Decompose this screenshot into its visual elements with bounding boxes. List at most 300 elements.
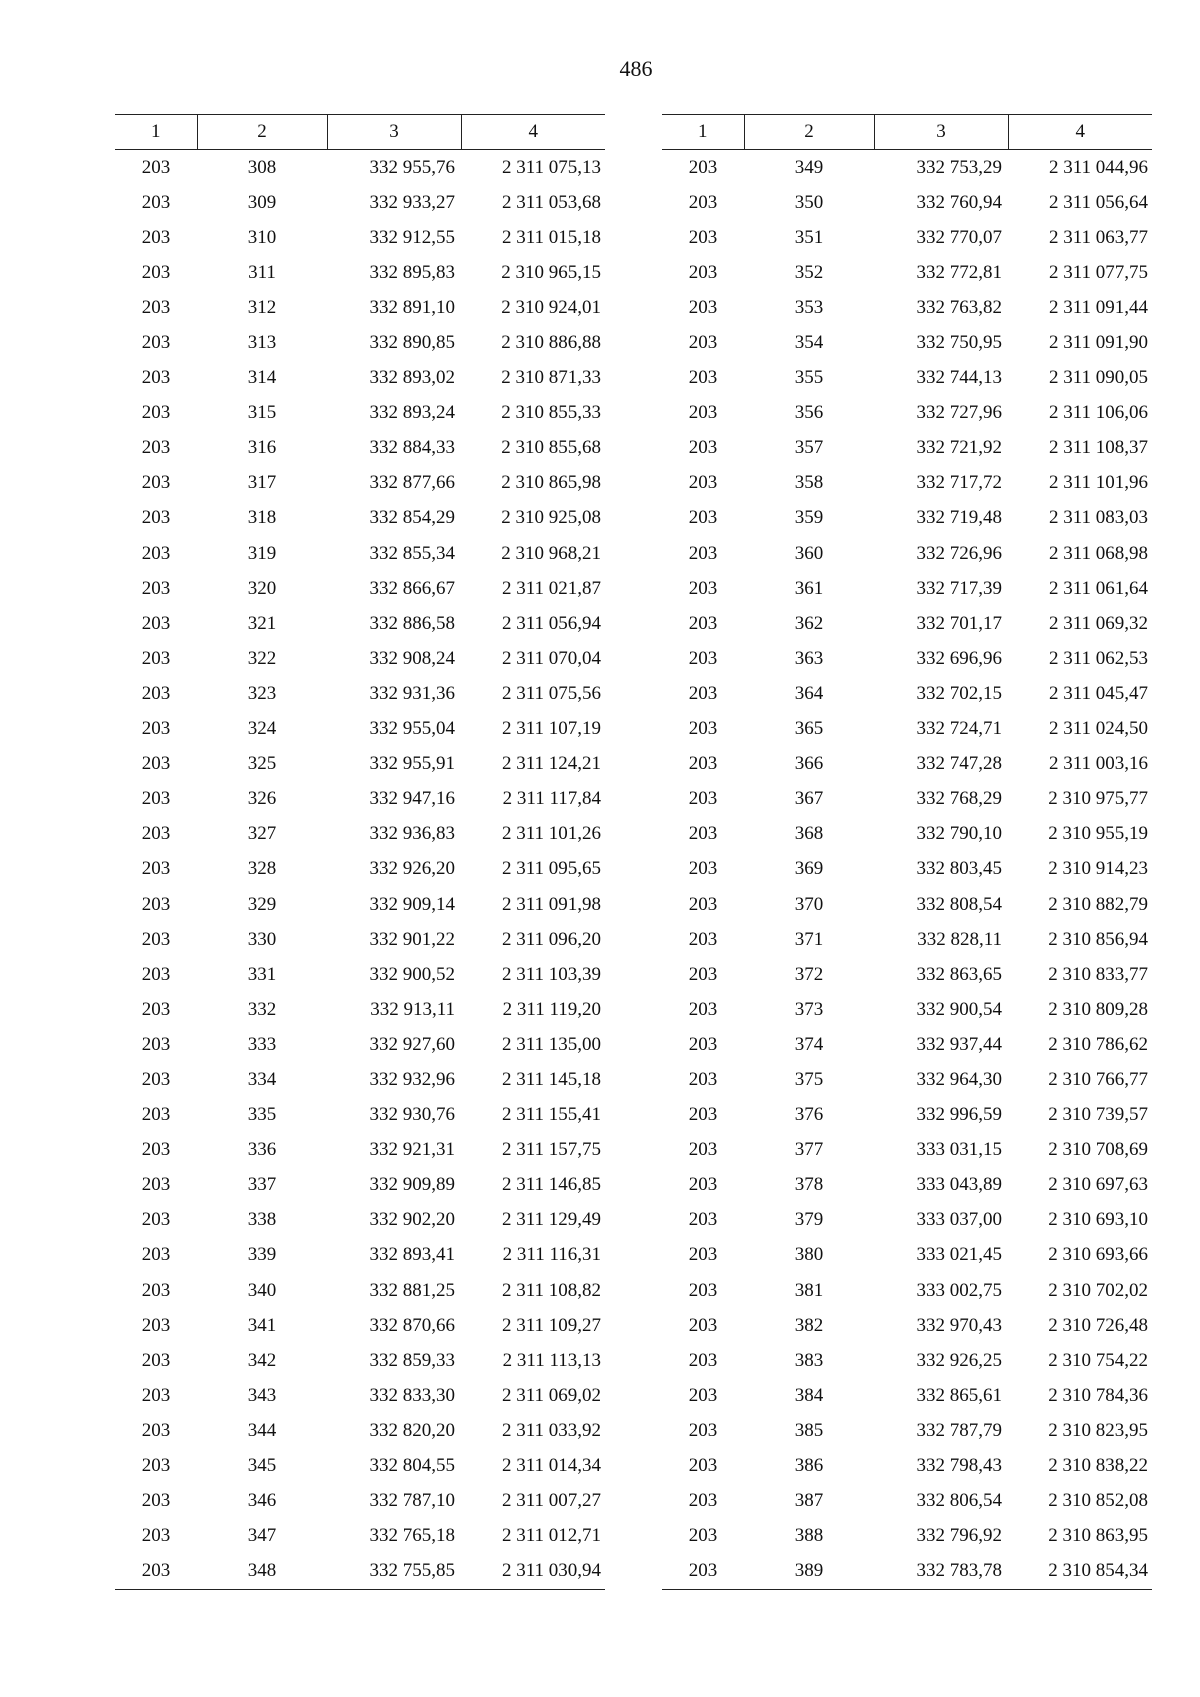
table-cell-col1: 203 (688, 1174, 718, 1196)
table-cell-col4: 2 310 882,79 (1048, 893, 1148, 915)
table-cell-col2: 351 (794, 226, 824, 248)
table-cell-col1: 203 (141, 332, 171, 354)
table-cell-col4: 2 311 056,64 (1048, 191, 1148, 213)
table-row (662, 1168, 1152, 1203)
table-cell-col2: 323 (247, 682, 277, 704)
table-cell-col4: 2 310 925,08 (501, 507, 601, 529)
table-cell-col4: 2 311 021,87 (501, 577, 601, 599)
table-cell-col2: 377 (794, 1139, 824, 1161)
table-row (662, 676, 1152, 711)
table-row (662, 1308, 1152, 1343)
table-row (115, 255, 605, 290)
table-cell-col3: 332 724,71 (916, 718, 1002, 740)
table-cell-col1: 203 (141, 402, 171, 424)
table-cell-col3: 332 750,95 (916, 332, 1002, 354)
table-cell-col3: 332 726,96 (916, 542, 1002, 564)
table-cell-col3: 333 031,15 (916, 1139, 1002, 1161)
table-row (662, 782, 1152, 817)
table-row (662, 325, 1152, 360)
table-cell-col1: 203 (688, 577, 718, 599)
table-cell-col4: 2 311 116,31 (502, 1244, 601, 1266)
table-cell-col2: 329 (247, 893, 277, 915)
table-cell-col2: 374 (794, 1033, 824, 1055)
table-cell-col1: 203 (141, 718, 171, 740)
table-cell-col3: 332 796,92 (916, 1525, 1002, 1547)
table-cell-col4: 2 310 965,15 (501, 261, 601, 283)
table-cell-col4: 2 310 886,88 (501, 332, 601, 354)
table-cell-col2: 327 (247, 823, 277, 845)
table-cell-col1: 203 (688, 507, 718, 529)
table-cell-col4: 2 311 070,04 (501, 647, 601, 669)
table-cell-col2: 361 (794, 577, 824, 599)
table-cell-col4: 2 310 833,77 (1048, 963, 1148, 985)
table-cell-col4: 2 310 786,62 (1048, 1033, 1148, 1055)
table-cell-col1: 203 (141, 1419, 171, 1441)
table-cell-col4: 2 310 914,23 (1048, 858, 1148, 880)
table-row (115, 501, 605, 536)
table-cell-col1: 203 (141, 1033, 171, 1055)
table-cell-col4: 2 311 063,77 (1048, 226, 1148, 248)
table-row (662, 1027, 1152, 1062)
table-body (115, 150, 605, 1590)
table-cell-col4: 2 311 117,84 (502, 788, 601, 810)
table-cell-col1: 203 (688, 402, 718, 424)
table-cell-col3: 332 926,25 (916, 1349, 1002, 1371)
table-cell-col4: 2 311 090,05 (1048, 367, 1148, 389)
table-cell-col3: 332 772,81 (916, 261, 1002, 283)
table-cell-col3: 332 932,96 (369, 1068, 455, 1090)
table-cell-col1: 203 (141, 612, 171, 634)
table-cell-col1: 203 (115, 1554, 197, 1590)
table-cell-col1: 203 (688, 472, 718, 494)
table-cell-col1: 203 (141, 823, 171, 845)
table-row (115, 1519, 605, 1554)
table-cell-col4: 2 311 014,34 (501, 1455, 601, 1477)
table-cell-col2: 333 (247, 1033, 277, 1055)
table-cell-col1: 203 (141, 367, 171, 389)
table-cell-col2: 382 (794, 1314, 824, 1336)
table-cell-col4: 2 310 739,57 (1048, 1104, 1148, 1126)
table-cell-col1: 203 (141, 1349, 171, 1371)
table-cell-col4: 2 311 053,68 (501, 191, 601, 213)
table-row (662, 361, 1152, 396)
table-cell-col2: 388 (794, 1525, 824, 1547)
table-cell-col1: 203 (688, 1033, 718, 1055)
table-cell-col2: 350 (794, 191, 824, 213)
table-cell-col1: 203 (688, 682, 718, 704)
table-cell-col4: 2 310 955,19 (1048, 823, 1148, 845)
table-cell-col2: 352 (794, 261, 824, 283)
table-cell-col4: 2 311 044,96 (1048, 156, 1148, 178)
table-cell-col4: 2 310 855,68 (501, 437, 601, 459)
table-cell-col3: 332 770,07 (916, 226, 1002, 248)
table-cell-col4: 2 311 069,32 (1048, 612, 1148, 634)
table-row (662, 220, 1152, 255)
table-cell-col4: 2 311 068,98 (1048, 542, 1148, 564)
table-row (662, 501, 1152, 536)
table-cell-col2: 321 (247, 612, 277, 634)
table-row (662, 431, 1152, 466)
table-cell-col1: 203 (141, 928, 171, 950)
table-cell-col2: 340 (247, 1279, 277, 1301)
table-cell-col4: 2 310 838,22 (1048, 1455, 1148, 1477)
table-row (115, 641, 605, 676)
table-cell-col4: 2 311 061,64 (1048, 577, 1148, 599)
table-row (115, 922, 605, 957)
table-cell-col4: 2 311 157,75 (501, 1139, 601, 1161)
table-cell-col3: 332 955,91 (369, 753, 455, 775)
table-row (115, 712, 605, 747)
table-cell-col4: 2 310 693,66 (1048, 1244, 1148, 1266)
table-cell-col4: 2 310 856,94 (1048, 928, 1148, 950)
table-cell-col4: 2 311 091,90 (1048, 332, 1148, 354)
table-cell-col3: 332 996,59 (916, 1104, 1002, 1126)
table-row (662, 641, 1152, 676)
table-row (662, 922, 1152, 957)
table-row (662, 255, 1152, 290)
table-cell-col3: 332 893,41 (369, 1244, 455, 1266)
table-cell-col3: 332 877,66 (369, 472, 455, 494)
table-cell-col4: 2 311 012,71 (501, 1525, 601, 1547)
table-cell-col4: 2 311 106,06 (1048, 402, 1148, 424)
table-cell-col2: 346 (247, 1490, 277, 1512)
table-cell-col2: 328 (247, 858, 277, 880)
column-header-1: 1 (662, 115, 744, 150)
table-cell-col2: 354 (794, 332, 824, 354)
table-cell-col2: 316 (247, 437, 277, 459)
table-row (662, 852, 1152, 887)
table-cell-col1: 203 (688, 226, 718, 248)
table-cell-col2: 386 (794, 1455, 824, 1477)
table-cell-col3: 332 901,22 (369, 928, 455, 950)
table-cell-col1: 203 (688, 963, 718, 985)
table-cell-col4: 2 311 015,18 (501, 226, 601, 248)
table-cell-col1: 203 (141, 507, 171, 529)
header-row (115, 115, 605, 150)
table-row (115, 852, 605, 887)
table-row (115, 1273, 605, 1308)
table-cell-col3: 332 936,83 (369, 823, 455, 845)
table-cell-col4: 2 310 924,01 (501, 296, 601, 318)
table-row (662, 747, 1152, 782)
table-cell-col1: 203 (141, 753, 171, 775)
table-cell-col2: 368 (794, 823, 824, 845)
table-cell-col2: 357 (794, 437, 824, 459)
table-cell-col3: 332 755,85 (327, 1554, 461, 1590)
table-cell-col1: 203 (141, 1384, 171, 1406)
table-cell-col1: 203 (688, 367, 718, 389)
table-cell-col1: 203 (688, 332, 718, 354)
table-cell-col2: 319 (247, 542, 277, 564)
table-row (662, 396, 1152, 431)
table-cell-col2: 385 (794, 1419, 824, 1441)
table-cell-col2: 338 (247, 1209, 277, 1231)
table-cell-col1: 203 (141, 1139, 171, 1161)
table-row (662, 1203, 1152, 1238)
table-cell-col2: 310 (247, 226, 277, 248)
table-cell-col4: 2 310 766,77 (1048, 1068, 1148, 1090)
table-cell-col4: 2 310 784,36 (1048, 1384, 1148, 1406)
table-cell-col1: 203 (141, 682, 171, 704)
table-cell-col3: 332 893,24 (369, 402, 455, 424)
table-cell-col2: 363 (794, 647, 824, 669)
table-cell-col3: 332 717,39 (916, 577, 1002, 599)
table-row (115, 606, 605, 641)
table-cell-col1: 203 (141, 1068, 171, 1090)
coordinates-table-right (662, 114, 1152, 1590)
table-cell-col4: 2 311 075,13 (501, 156, 601, 178)
table-cell-col4: 2 311 069,02 (501, 1384, 601, 1406)
table-row (662, 1343, 1152, 1378)
table-cell-col3: 332 765,18 (369, 1525, 455, 1547)
table-cell-col1: 203 (688, 858, 718, 880)
table-cell-col2: 322 (247, 647, 277, 669)
table-header (662, 115, 1152, 150)
table-cell-col3: 332 804,55 (369, 1455, 455, 1477)
table-row (662, 536, 1152, 571)
table-cell-col1: 203 (141, 577, 171, 599)
table-row (662, 1519, 1152, 1554)
table-row (662, 606, 1152, 641)
table-cell-col1: 203 (141, 1174, 171, 1196)
table-cell-col1: 203 (688, 647, 718, 669)
table-cell-col1: 203 (688, 542, 718, 564)
table-cell-col2: 365 (794, 718, 824, 740)
table-cell-col2: 369 (794, 858, 824, 880)
table-cell-col2: 358 (794, 472, 824, 494)
table-cell-col3: 332 913,11 (370, 998, 455, 1020)
table-cell-col3: 332 808,54 (916, 893, 1002, 915)
table-cell-col3: 332 806,54 (916, 1490, 1002, 1512)
table-cell-col3: 332 865,61 (916, 1384, 1002, 1406)
column-header-4: 4 (461, 115, 605, 150)
table-cell-col3: 332 855,34 (369, 542, 455, 564)
table-row (662, 1098, 1152, 1133)
table-cell-col2: 315 (247, 402, 277, 424)
table-cell-col3: 332 955,76 (369, 156, 455, 178)
table-cell-col1: 203 (141, 437, 171, 459)
table-cell-col1: 203 (688, 928, 718, 950)
table-cell-col2: 347 (247, 1525, 277, 1547)
table-cell-col1: 203 (688, 191, 718, 213)
table-cell-col4: 2 311 101,26 (501, 823, 601, 845)
table-cell-col2: 355 (794, 367, 824, 389)
table-row (115, 466, 605, 501)
table-row (662, 1413, 1152, 1448)
table-cell-col3: 332 909,89 (369, 1174, 455, 1196)
table-cell-col2: 370 (794, 893, 824, 915)
table-cell-col1: 203 (141, 542, 171, 564)
table-cell-col2: 353 (794, 296, 824, 318)
table-cell-col3: 332 931,36 (369, 682, 455, 704)
table-row (662, 1133, 1152, 1168)
table-row (662, 1238, 1152, 1273)
table-cell-col1: 203 (141, 1209, 171, 1231)
table-cell-col4: 2 311 003,16 (1048, 753, 1148, 775)
table-cell-col4: 2 311 101,96 (1048, 472, 1148, 494)
table-cell-col3: 332 884,33 (369, 437, 455, 459)
table-cell-col1: 203 (688, 788, 718, 810)
table-cell-col2: 331 (247, 963, 277, 985)
table-row (115, 1554, 605, 1590)
table-cell-col2: 360 (794, 542, 824, 564)
header-row (662, 115, 1152, 150)
table-cell-col4: 2 310 726,48 (1048, 1314, 1148, 1336)
table-cell-col3: 332 820,20 (369, 1419, 455, 1441)
table-cell-col3: 332 744,13 (916, 367, 1002, 389)
table-row (115, 185, 605, 220)
table-row (115, 1168, 605, 1203)
table-cell-col2: 379 (794, 1209, 824, 1231)
table-cell-col1: 203 (688, 1525, 718, 1547)
table-cell-col3: 332 859,33 (369, 1349, 455, 1371)
table-row (115, 1448, 605, 1483)
table-cell-col2: 324 (247, 718, 277, 740)
table-cell-col4: 2 311 145,18 (501, 1068, 601, 1090)
table-row (662, 712, 1152, 747)
table-cell-col2: 349 (794, 156, 824, 178)
table-cell-col3: 333 021,45 (916, 1244, 1002, 1266)
table-cell-col2: 309 (247, 191, 277, 213)
table-row (662, 817, 1152, 852)
table-row (662, 1062, 1152, 1097)
table-cell-col3: 333 037,00 (916, 1209, 1002, 1231)
table-row (115, 571, 605, 606)
table-cell-col4: 2 310 871,33 (501, 367, 601, 389)
table-cell-col1: 203 (688, 1209, 718, 1231)
table-cell-col2: 367 (794, 788, 824, 810)
table-cell-col3: 332 890,85 (369, 332, 455, 354)
table-cell-col3: 332 701,17 (916, 612, 1002, 634)
table-cell-col4: 2 311 103,39 (501, 963, 601, 985)
table-cell-col3: 332 702,15 (916, 682, 1002, 704)
table-cell-col4: 2 311 062,53 (1048, 647, 1148, 669)
table-cell-col3: 332 803,45 (916, 858, 1002, 880)
table-cell-col2: 387 (794, 1490, 824, 1512)
table-cell-col3: 332 909,14 (369, 893, 455, 915)
table-row (662, 1484, 1152, 1519)
table-cell-col1: 203 (141, 1490, 171, 1512)
table-cell-col1: 203 (688, 296, 718, 318)
table-cell-col4: 2 310 968,21 (501, 542, 601, 564)
table-cell-col1: 203 (688, 1244, 718, 1266)
table-cell-col3: 332 900,54 (916, 998, 1002, 1020)
table-cell-col3: 332 937,44 (916, 1033, 1002, 1055)
table-cell-col1: 203 (688, 612, 718, 634)
coordinates-table-left (115, 114, 605, 1590)
table-cell-col2: 335 (247, 1104, 277, 1126)
table-cell-col4: 2 310 823,95 (1048, 1419, 1148, 1441)
table-cell-col4: 2 311 091,98 (501, 893, 601, 915)
table-row (662, 185, 1152, 220)
table-row (115, 957, 605, 992)
table-cell-col4: 2 311 113,13 (502, 1349, 601, 1371)
table-row (115, 150, 605, 186)
table-cell-col3: 332 717,72 (916, 472, 1002, 494)
table-cell-col3: 332 828,11 (917, 928, 1002, 950)
table-cell-col1: 203 (141, 1525, 171, 1547)
table-cell-col4: 2 310 809,28 (1048, 998, 1148, 1020)
table-cell-col2: 330 (247, 928, 277, 950)
table-cell-col2: 344 (247, 1419, 277, 1441)
table-cell-col4: 2 311 095,65 (501, 858, 601, 880)
table-cell-col3: 332 760,94 (916, 191, 1002, 213)
table-row (115, 431, 605, 466)
table-cell-col1: 203 (688, 1384, 718, 1406)
table-cell-col1: 203 (688, 823, 718, 845)
table-cell-col4: 2 311 155,41 (501, 1104, 601, 1126)
table-cell-col4: 2 311 077,75 (1048, 261, 1148, 283)
table-cell-col2: 364 (794, 682, 824, 704)
table-cell-col1: 203 (662, 1554, 744, 1590)
table-row (115, 676, 605, 711)
table-cell-col2: 366 (794, 753, 824, 775)
table-cell-col3: 332 964,30 (916, 1068, 1002, 1090)
table-cell-col1: 203 (688, 1349, 718, 1371)
table-cell-col2: 332 (247, 998, 277, 1020)
table-cell-col1: 203 (141, 226, 171, 248)
table-cell-col4: 2 311 108,37 (1048, 437, 1148, 459)
table-cell-col2: 380 (794, 1244, 824, 1266)
table-row (115, 1413, 605, 1448)
table-cell-col1: 203 (141, 1455, 171, 1477)
table-header (115, 115, 605, 150)
table-cell-col1: 203 (688, 1068, 718, 1090)
table-row (115, 220, 605, 255)
table-cell-col4: 2 311 007,27 (501, 1490, 601, 1512)
table-row (115, 290, 605, 325)
table-row (662, 1554, 1152, 1590)
table-cell-col4: 2 310 863,95 (1048, 1525, 1148, 1547)
table-cell-col1: 203 (141, 1244, 171, 1266)
table-cell-col4: 2 311 024,50 (1048, 718, 1148, 740)
table-cell-col4: 2 310 693,10 (1048, 1209, 1148, 1231)
table-cell-col3: 332 787,79 (916, 1419, 1002, 1441)
table-cell-col1: 203 (141, 998, 171, 1020)
table-cell-col3: 332 891,10 (369, 296, 455, 318)
table-cell-col4: 2 311 108,82 (501, 1279, 601, 1301)
table-cell-col4: 2 311 135,00 (501, 1033, 601, 1055)
table-cell-col3: 332 763,82 (916, 296, 1002, 318)
table-cell-col1: 203 (141, 1279, 171, 1301)
table-cell-col2: 314 (247, 367, 277, 389)
table-row (662, 1378, 1152, 1413)
table-cell-col2: 376 (794, 1104, 824, 1126)
table-cell-col1: 203 (688, 718, 718, 740)
table-cell-col3: 332 768,29 (916, 788, 1002, 810)
table-row (115, 1098, 605, 1133)
table-cell-col2: 348 (197, 1554, 327, 1590)
table-row (662, 571, 1152, 606)
table-cell-col1: 203 (688, 156, 718, 178)
table-cell-col3: 332 787,10 (369, 1490, 455, 1512)
table-cell-col3: 332 721,92 (916, 437, 1002, 459)
table-cell-col3: 332 719,48 (916, 507, 1002, 529)
table-cell-col2: 313 (247, 332, 277, 354)
table-cell-col1: 203 (141, 296, 171, 318)
table-cell-col4: 2 311 124,21 (501, 753, 601, 775)
table-cell-col1: 203 (141, 472, 171, 494)
table-cell-col2: 308 (247, 156, 277, 178)
table-cell-col3: 332 912,55 (369, 226, 455, 248)
table-cell-col2: 336 (247, 1139, 277, 1161)
table-cell-col2: 339 (247, 1244, 277, 1266)
table-row (662, 150, 1152, 186)
table-row (115, 782, 605, 817)
table-cell-col4: 2 311 146,85 (501, 1174, 601, 1196)
table-cell-col1: 203 (688, 893, 718, 915)
table-row (115, 1378, 605, 1413)
